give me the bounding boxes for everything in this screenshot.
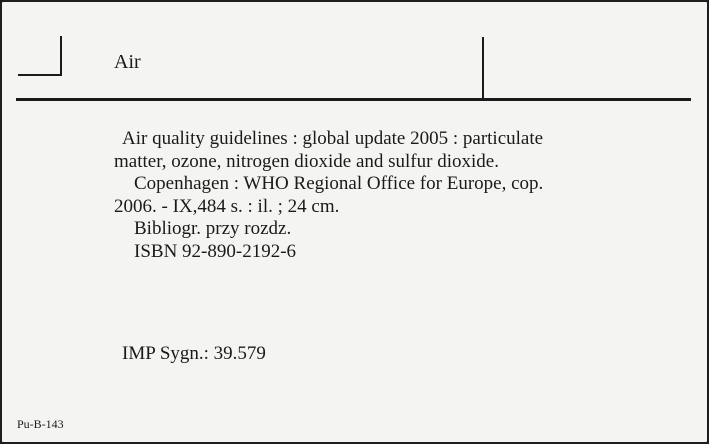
title-line-1: Air quality guidelines : global update 2005 : particulate bbox=[122, 128, 544, 149]
bibliography-note: Bibliogr. przy rozdz. bbox=[134, 218, 292, 239]
bibliographic-description bbox=[114, 128, 674, 263]
header-rule bbox=[16, 98, 691, 101]
corner-mark-horizontal bbox=[18, 74, 62, 76]
call-number: IMP Sygn.: 39.579 bbox=[122, 343, 266, 364]
corner-mark-vertical bbox=[60, 36, 62, 76]
header-divider bbox=[482, 37, 484, 99]
subject-heading: Air bbox=[114, 51, 141, 73]
publication-line-2: 2006. - IX,484 s. : il. ; 24 cm. bbox=[114, 195, 340, 217]
publication-line-1: Copenhagen : WHO Regional Office for Europe, cop. bbox=[134, 173, 544, 194]
card-code: Pu-B-143 bbox=[17, 417, 64, 431]
isbn: ISBN 92-890-2192-6 bbox=[134, 240, 297, 262]
title-line-2: matter, ozone, nitrogen dioxide and sulfur dioxide. bbox=[114, 150, 499, 172]
